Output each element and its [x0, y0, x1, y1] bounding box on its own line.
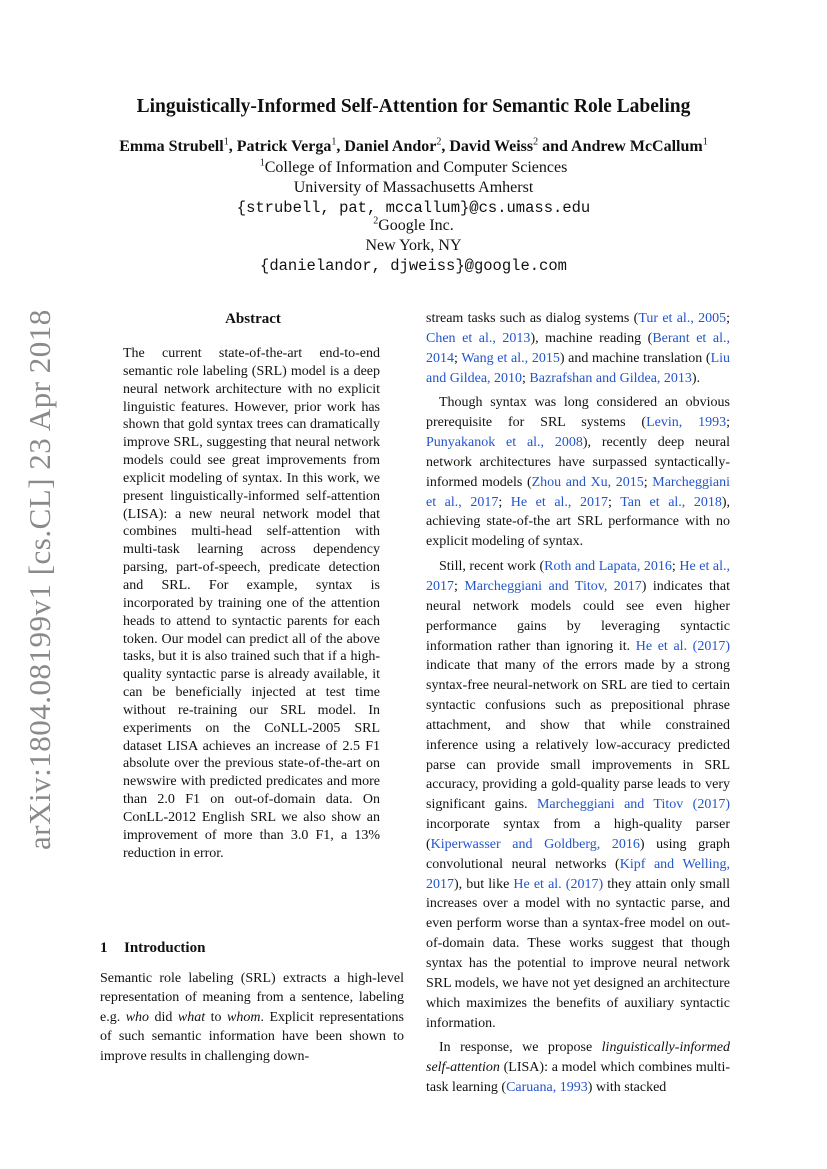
intro-paragraph-4: In response, we propose linguistically-informed self-attention (LISA): a model which combines multi-task learning (Caruana, 1993) with stacked [426, 1040, 730, 1096]
citation-link[interactable]: Marcheggiani and Titov, 2017 [464, 578, 642, 594]
citation-link[interactable]: Berant et al., 2014 [426, 330, 730, 366]
section-heading-introduction [100, 940, 205, 957]
google-email: {danielandor, djweiss}@google.com [260, 257, 567, 275]
affiliation-umass-university: University of Massachusetts Amherst [293, 179, 534, 196]
affiliation-google: $^2$Google Inc. [373, 215, 454, 234]
paper-title: Linguistically-Informed Self-Attention for Semantic Role Labeling [136, 96, 691, 117]
citation-link[interactable]: Kiperwasser and Goldberg, 2016 [430, 836, 640, 852]
intro-paragraph-1-continued: stream tasks such as dialog systems (Tur et al., 2005; Chen et al., 2013), machine reading (Berant et al., 2014; Wang et al., 2015) and machine translation (Liu and Gildea, 2010; Bazrafshan and Gildea, 2013). [426, 311, 731, 386]
citation-link[interactable]: Wang et al., 2015 [461, 350, 560, 366]
citation-link[interactable]: Chen et al., 2013 [426, 330, 531, 346]
citation-link[interactable]: Tan et al., 2018 [620, 494, 722, 510]
citation-link[interactable]: Caruana, 1993 [506, 1080, 588, 1096]
author-name: David Weiss [449, 138, 534, 155]
affiliation-mark: 2 [373, 215, 379, 227]
citation-link[interactable]: Marcheggiani and Titov (2017) [536, 797, 730, 813]
citation-link[interactable]: Punyakanok et al., 2008 [426, 435, 583, 451]
affiliation-mark: 1 [259, 157, 265, 169]
citation-link[interactable]: He et al. (2017) [513, 876, 604, 892]
affiliation-google-city: New York, NY [365, 237, 462, 254]
umass-email: {strubell, pat, mccallum}@cs.umass.edu [236, 199, 591, 217]
citation-link[interactable]: Bazrafshan and Gildea, 2013 [529, 370, 692, 386]
abstract-text: The current state-of-the-art end-to-end semantic role labeling (SRL) model is a deep neural network architecture with no explicit linguistic features. However, prior work has shown that gold syntax trees can dramatically improve SRL, suggesting that neural network models could see great improvements from explicit modeling of syntax. In this work, we present linguistically-informed self-attention (LISA): a new neural network model that combines multi-head self-attention with multi-task learning across dependency parsing, part-of-speech, predicate detection and SRL. For example, syntax is incorporated by training one of the attention heads to attend to syntactic parents for each token. Our model can predict all of the above tasks, but it is also trained such that if a high-quality syntactic parse is already available, it can be beneficially injected at test time without re-training our SRL model. In experiments on the CoNLL-2005 SRL dataset LISA achieves an increase of 2.5 F1 absolute over the previous state-of-the-art on newswire with predicted predicates and more than 2.0 F1 on out-of-domain data. On ConLL-2012 English SRL we also show an improvement of more than 3.0 F1, a 13% reduction in error. [123, 346, 380, 861]
affiliation-umass-department: $^1$College of Information and Computer Sciences [259, 157, 568, 176]
affiliation-mark: 2 [436, 136, 442, 148]
citation-link[interactable]: Roth and Lapata, 2016 [544, 559, 672, 575]
author-name: Daniel Andor [344, 138, 437, 155]
citation-link[interactable]: Levin, 1993 [646, 415, 727, 431]
intro-paragraph-2: Though syntax was long considered an obvious prerequisite for SRL systems (Levin, 1993; Punyakanok et al., 2008), recently deep neural network architectures have surpassed syntactically-informed models (Zhou and Xu, 2015; Marcheggiani et al., 2017; He et al., 2017; Tan et al., 2018), achieving state-of-the art SRL performance with no explicit modeling of syntax. [426, 395, 731, 550]
citation-link[interactable]: Liu and Gildea, 2010 [426, 350, 731, 386]
citation-link[interactable]: He et al., 2017 [426, 559, 730, 594]
affiliation-mark: 2 [533, 136, 539, 148]
citation-link[interactable]: He et al. (2017) [635, 638, 731, 654]
author-name: Patrick Verga [236, 138, 332, 155]
section-number: 1 [100, 940, 108, 956]
section-title: Introduction [124, 940, 206, 956]
author-conjunction: and [542, 138, 568, 155]
affiliation-mark: 1 [702, 136, 708, 148]
author-list: Emma Strubell$^1$, Patrick Verga$^1$, Daniel Andor$^2$, David Weiss$^2$ and Andrew McCallum$^1$ [119, 136, 708, 155]
right-column [426, 309, 730, 1098]
affiliation-mark: 1 [223, 136, 229, 148]
author-name: Emma Strubell [119, 138, 224, 155]
citation-link[interactable]: Marcheggiani et al., 2017 [426, 474, 730, 510]
citation-link[interactable]: Kipf and Welling, 2017 [426, 856, 730, 892]
citation-link[interactable]: He et al., 2017 [510, 494, 608, 510]
intro-paragraph-3: Still, recent work (Roth and Lapata, 2016; He et al., 2017; Marcheggiani and Titov, 2017) indicates that neural network models could see even higher performance gains by leveraging syntactic information rather than ignoring it. He et al. (2017) indicate that many of the errors made by a strong syntax-free neural-network on SRL are tied to certain syntactic confusions such as prepositional phrase attachment, and show that while constrained inference using a relatively low-accuracy predicted parse can provide small improvements in SRL accuracy, providing a gold-quality parse leads to very significant gains. Marcheggiani and Titov (2017) incorporate syntax from a high-quality parser (Kiperwasser and Goldberg, 2016) using graph convolutional neural networks (Kipf and Welling, 2017), but like He et al. (2017) they attain only small increases over a model with no syntactic parse, and even perform worse than a syntax-free model on out-of-domain data. These works suggest that though syntax has the potential to improve neural network SRL models, we have not yet designed an architecture which maximizes the benefits of auxiliary syntactic information. [426, 559, 731, 1031]
citation-link[interactable]: Zhou and Xu, 2015 [531, 474, 644, 490]
author-name: Andrew McCallum [571, 138, 703, 155]
arxiv-identifier-stamp: arXiv:1804.08199v1 [cs.CL] 23 Apr 2018 [22, 309, 57, 850]
affiliation-mark: 1 [331, 136, 337, 148]
citation-link[interactable]: Tur et al., 2005 [638, 311, 727, 326]
abstract-heading: Abstract [225, 311, 281, 327]
intro-paragraph-1: Semantic role labeling (SRL) extracts a high-level representation of meaning from a sentence, labeling e.g. who did what to whom. Explicit representations of such semantic information have been shown to improve results in challenging down- [100, 971, 404, 1064]
